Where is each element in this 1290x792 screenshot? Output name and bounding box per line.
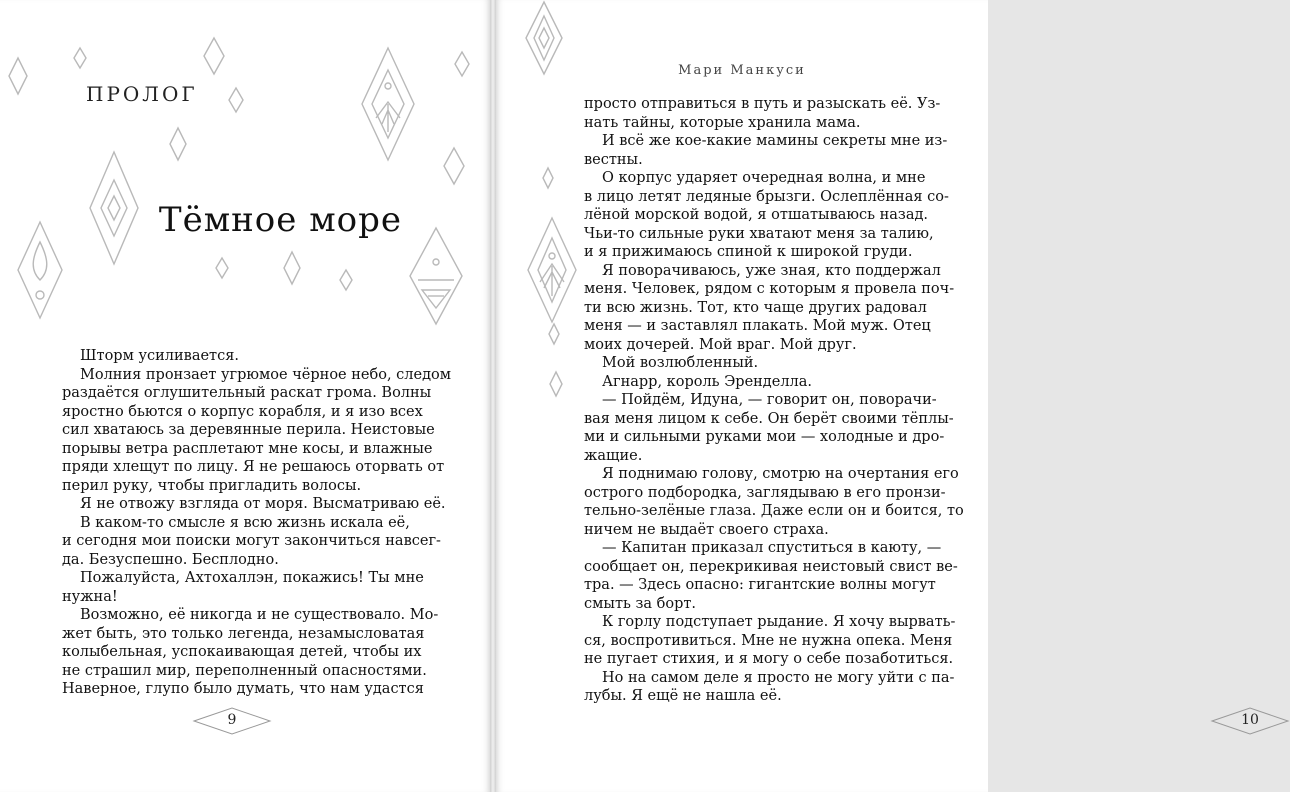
text-line: — Пойдём, Идуна, — говорит он, поворачи-: [602, 392, 937, 408]
text-line: не страшил мир, переполненный опасностями.: [62, 662, 427, 679]
text-line: ничем не выдаёт своего страха.: [584, 521, 829, 538]
text-line: да. Безуспешно. Бесплодно.: [62, 551, 279, 568]
text-line: и сегодня мои поиски могут закончиться навсег-: [62, 533, 441, 549]
text-line: Чьи-то сильные руки хватают меня за талию,: [584, 225, 934, 242]
chapter-title: Тёмное море: [158, 200, 402, 240]
running-head: Мари Манкуси: [678, 63, 806, 78]
text-line: ся, воспротивиться. Мне не нужна опека. Меня: [584, 632, 953, 649]
text-line: сообщает он, перекрикивая неистовый свист ве-: [584, 558, 958, 575]
page-number-right: [1210, 706, 1290, 736]
text-line: сил хватаюсь за деревянные перила. Неистовые: [62, 422, 435, 438]
text-line: вестны.: [584, 151, 643, 168]
text-line: меня. Человек, рядом с которым я провела поч-: [584, 281, 955, 297]
left-page: [0, 0, 490, 792]
text-line: тельно-зелёные глаза. Даже если он и боится, то: [584, 503, 964, 519]
text-line: Я не отвожу взгляда от моря. Высматриваю её.: [80, 496, 446, 512]
text-line: смыть за борт.: [584, 595, 696, 612]
text-line: пряди хлещут по лицу. Я не решаюсь оторвать от: [62, 459, 445, 475]
page-number-right-text: 10: [1241, 712, 1259, 728]
text-line: В каком-то смысле я всю жизнь искала её,: [80, 514, 410, 531]
text-line: острого подбородка, заглядываю в его пронзи-: [584, 484, 946, 501]
text-line: — Капитан приказал спуститься в каюту, —: [602, 540, 942, 556]
text-line: и я прижимаюсь спиной к широкой груди.: [584, 244, 913, 260]
text-line: жет быть, это только легенда, незамысловатая: [62, 625, 425, 642]
text-line: перил руку, чтобы пригладить волосы.: [62, 477, 362, 494]
text-line: не пугает стихия, и я могу о себе позаботиться.: [584, 651, 954, 667]
text-line: Агнарр, король Эренделла.: [602, 373, 812, 390]
text-line: Молния пронзает угрюмое чёрное небо, следом: [80, 366, 452, 383]
text-line: жащие.: [584, 447, 643, 464]
text-line: нать тайны, которые хранила мама.: [584, 114, 861, 131]
text-line: Я поворачиваюсь, уже зная, кто поддержал: [602, 262, 941, 279]
text-line: раздаётся оглушительный раскат грома. Волны: [62, 385, 432, 401]
text-line: колыбельная, успокаивающая детей, чтобы их: [62, 644, 422, 660]
diamond-ornaments-left: [0, 0, 490, 340]
text-line: Пожалуйста, Ахтохаллэн, покажись! Ты мне: [80, 570, 424, 586]
text-line: О корпус ударяет очередная волна, и мне: [602, 170, 926, 186]
text-line: меня — и заставлял плакать. Мой муж. Отец: [584, 318, 931, 334]
text-line: Возможно, её никогда и не существовало. Мо-: [80, 607, 439, 623]
text-line: нужна!: [62, 588, 118, 605]
text-line: Но на самом деле я просто не могу уйти с па-: [602, 669, 955, 686]
text-line: И всё же кое-какие мамины секреты мне из-: [602, 133, 948, 149]
page-number-left-text: 9: [227, 712, 237, 728]
text-line: лёной морской водой, я отшатываюсь назад.: [584, 207, 929, 223]
text-line: тра. — Здесь опасно: гигантские волны могут: [584, 577, 936, 593]
text-line: К горлу подступает рыдание. Я хочу вырвать-: [602, 614, 956, 630]
text-line: Шторм усиливается.: [80, 348, 239, 364]
text-line: Я поднимаю голову, смотрю на очертания его: [602, 466, 959, 482]
text-line: ти всю жизнь. Тот, кто чаще других радовал: [584, 299, 927, 316]
text-line: вая меня лицом к себе. Он берёт своими тёплы-: [584, 410, 954, 427]
text-line: Наверное, глупо было думать, что нам удастся: [62, 681, 424, 697]
right-page: [496, 0, 1259, 792]
text-line: лубы. Я ещё не нашла её.: [584, 688, 782, 704]
text-line: просто отправиться в путь и разыскать её. Уз-: [584, 96, 941, 112]
page-number-left: [192, 706, 272, 736]
text-line: яростно бьются о корпус корабля, и я изо всех: [62, 403, 423, 420]
left-body-text: [62, 347, 452, 699]
chapter-label: ПРОЛОГ: [86, 82, 198, 106]
text-line: в лицо летят ледяные брызги. Ослеплённая со-: [584, 188, 949, 205]
text-line: ми и сильными руками мои — холодные и дро-: [584, 429, 945, 445]
text-line: порывы ветра расплетают мне косы, и влажные: [62, 440, 433, 457]
text-line: моих дочерей. Мой враг. Мой друг.: [584, 336, 857, 353]
right-body-text: [584, 95, 964, 706]
text-line: Мой возлюбленный.: [602, 355, 759, 371]
